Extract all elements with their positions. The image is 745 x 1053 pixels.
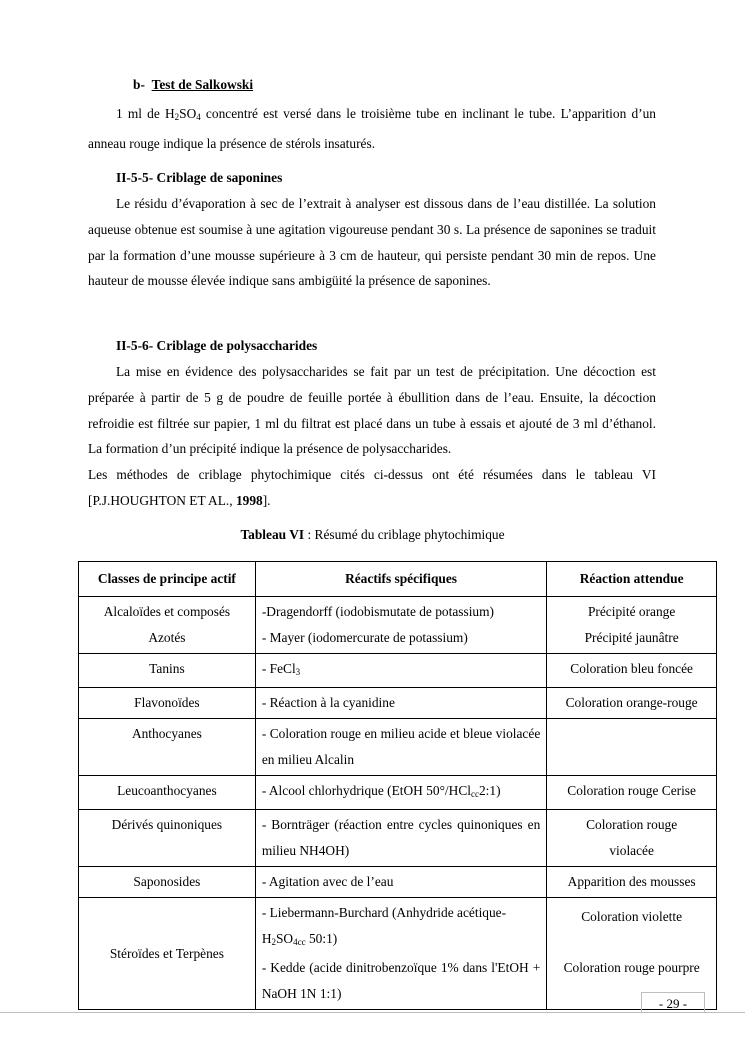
cell-reagent — [255, 654, 546, 688]
polysaccharides-heading: II-5-6- Criblage de polysaccharides — [116, 338, 318, 353]
cell-class: Stéroïdes et Terpènes — [79, 898, 256, 1010]
cell-text: Azotés — [148, 630, 186, 645]
cell-text: Alcaloïdes et composés — [103, 604, 231, 619]
subscript: cc — [470, 789, 479, 799]
header-reaction: Réaction attendue — [547, 562, 717, 597]
cell-result: Coloration bleu foncée — [547, 654, 717, 688]
summary-text: Les méthodes de criblage phytochimique cités ci-dessus ont été résumées dans le tableau VI — [88, 467, 656, 482]
cell-text: - Liebermann-Burchard (Anhydride acétique- — [261, 905, 507, 920]
table-header-row — [79, 562, 717, 597]
table-caption-text: : Résumé du criblage phytochimique — [304, 527, 505, 542]
screening-table — [78, 561, 717, 1010]
cell-reagent: - Coloration rouge en milieu acide et bleue violacée en milieu Alcalin — [255, 719, 546, 776]
saponines-paragraph: Le résidu d’évaporation à sec de l’extrait à analyser est dissous dans de l’eau distillée. La solution aqueuse obtenue est soumise à une agitation vigoureuse pendant 30 s. La présence de saponines se traduit par la formation d’une mousse supérieure à 3 cm de hauteur, qui persiste pendant 30 min de repos. Une hauteur de mousse élevée indique sans ambigüité la présence de saponines. — [88, 196, 656, 289]
header-reagents: Réactifs spécifiques — [255, 562, 546, 597]
cell-text: Coloration rouge pourpre — [563, 960, 700, 975]
subscript: 2 — [174, 112, 180, 122]
cell-reagent: - Réaction à la cyanidine — [255, 688, 546, 719]
table-row — [79, 867, 717, 898]
salkowski-paragraph — [88, 101, 656, 157]
cell-result: Coloration orange-rouge — [547, 688, 717, 719]
table-row — [79, 597, 717, 654]
page-number: - 29 - — [641, 992, 705, 1013]
cell-class — [79, 597, 256, 654]
subscript: 4cc — [293, 937, 306, 947]
table-row — [79, 654, 717, 688]
salkowski-text-a: 1 ml de H — [116, 106, 175, 121]
cell-result — [547, 719, 717, 776]
cell-reagent — [255, 898, 546, 1010]
salkowski-title: Test de Salkowski — [151, 77, 254, 92]
cell-text: H — [261, 931, 272, 946]
cell-class: Leucoanthocyanes — [79, 776, 256, 810]
subscript: 3 — [295, 667, 301, 677]
reference-close: ]. — [262, 492, 271, 508]
cell-text: 2:1) — [478, 783, 501, 798]
reference-year: 1998 — [235, 492, 263, 508]
table-row — [79, 810, 717, 867]
table-row — [79, 898, 717, 1010]
cell-class: Tanins — [79, 654, 256, 688]
reference-authors: [P.J.HOUGHTON ET AL., — [88, 492, 236, 508]
cell-text: - Alcool chlorhydrique (EtOH 50°/HCl — [261, 783, 471, 798]
cell-class: Anthocyanes — [79, 719, 256, 776]
cell-result — [547, 810, 717, 867]
footer-rule — [0, 1012, 745, 1013]
header-class: Classes de principe actif — [79, 562, 256, 597]
table-caption — [0, 527, 745, 543]
cell-text: -Dragendorff (iodobismutate de potassium) — [261, 604, 494, 619]
cell-result — [547, 597, 717, 654]
cell-reagent — [255, 776, 546, 810]
cell-text: Coloration rouge — [586, 817, 678, 832]
cell-class: Dérivés quinoniques — [79, 810, 256, 867]
saponines-heading: II-5-5- Criblage de saponines — [116, 170, 283, 185]
cell-result: Coloration rouge Cerise — [547, 776, 717, 810]
cell-text: Coloration violette — [581, 909, 683, 924]
polysaccharides-paragraph: La mise en évidence des polysaccharides se fait par un test de précipitation. Une décoction est préparée à partir de 5 g de poudre de feuille portée à ébullition dans de l’eau. Ensuite, la décoction refroidie est filtrée sur papier, 1 ml du filtrat est placé dans un tube à essais et ajouté de 3 ml d’éthanol. La formation d’un précipité indique la présence de polysaccharides. — [88, 364, 656, 457]
cell-text: SO — [275, 931, 294, 946]
cell-text: Précipité jaunâtre — [584, 630, 679, 645]
table-row — [79, 776, 717, 810]
summary-paragraph — [88, 462, 656, 514]
cell-class: Saponosides — [79, 867, 256, 898]
cell-text — [262, 926, 540, 955]
table-row — [79, 688, 717, 719]
cell-text: Précipité orange — [587, 604, 676, 619]
table-caption-label: Tableau VI — [240, 527, 305, 542]
cell-reagent — [255, 597, 546, 654]
subscript: 2 — [271, 937, 276, 947]
cell-text: violacée — [609, 843, 654, 858]
cell-text: - FeCl — [261, 661, 296, 676]
salkowski-heading — [133, 77, 253, 93]
cell-reagent: - Bornträger (réaction entre cycles quinoniques en milieu NH4OH) — [255, 810, 546, 867]
salkowski-text-c: concentré est versé dans le troisième tube en inclinant le tube. L’apparition d’un anneau rouge indique la présence de stérols insaturés. — [88, 106, 656, 151]
cell-text: 50:1) — [305, 931, 338, 946]
salkowski-label: b- — [133, 77, 145, 92]
table-row — [79, 719, 717, 776]
cell-text: - Kedde (acide dinitrobenzoïque 1% dans l'EtOH + NaOH 1N 1:1) — [261, 960, 541, 1001]
cell-class: Flavonoïdes — [79, 688, 256, 719]
salkowski-text-b: SO — [179, 106, 197, 121]
subscript: 4 — [196, 112, 201, 122]
cell-reagent: - Agitation avec de l’eau — [255, 867, 546, 898]
cell-result: Apparition des mousses — [547, 867, 717, 898]
cell-text: - Mayer (iodomercurate de potassium) — [261, 630, 468, 645]
